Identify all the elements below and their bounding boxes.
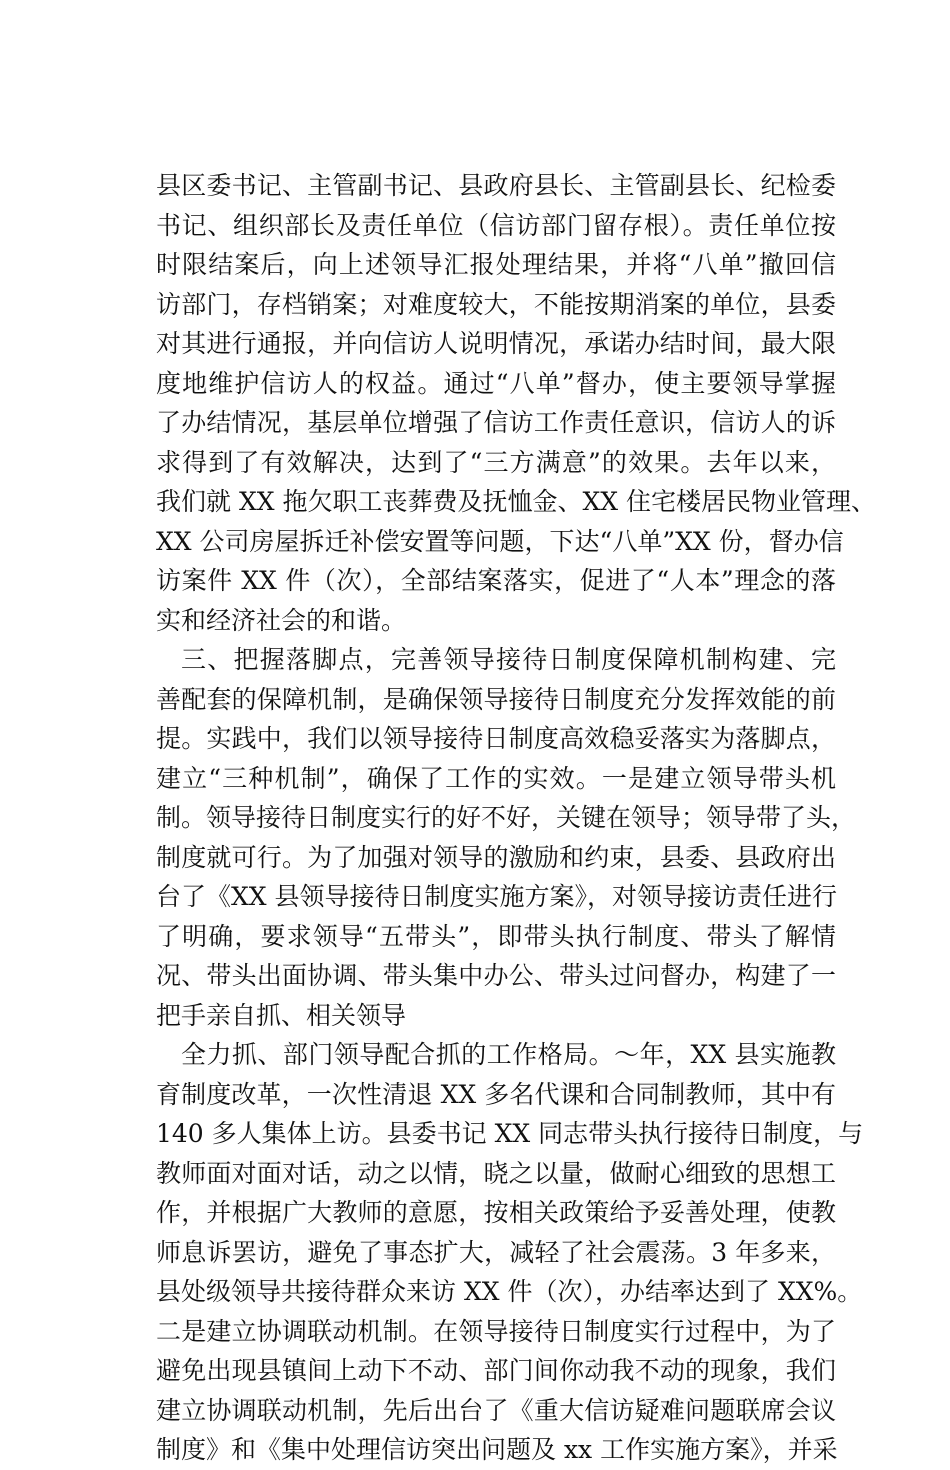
text-line: 书记、组织部长及责任单位（信访部门留存根）。责任单位按 bbox=[156, 210, 836, 240]
text-line: 教师面对面对话，动之以情，晓之以量，做耐心细致的思想工 bbox=[156, 1158, 836, 1188]
text-line: 避免出现县镇间上动下不动、部门间你动我不动的现象，我们 bbox=[156, 1356, 836, 1385]
text-line: 求得到了有效解决，达到了“三方满意”的效果。去年以来， bbox=[156, 447, 836, 477]
text-line: XX 公司房屋拆迁补偿安置等问题，下达“八单”XX 份，督办信 bbox=[156, 526, 844, 556]
text-line: 师息诉罢访，避免了事态扩大，减轻了社会震荡。3 年多来， bbox=[156, 1237, 836, 1267]
text-line: 我们就 XX 拖欠职工丧葬费及抚恤金、XX 住宅楼居民物业管理、 bbox=[156, 487, 877, 516]
text-line: 县区委书记、主管副书记、县政府县长、主管副县长、纪检委 bbox=[156, 171, 836, 200]
text-line: 台了《XX 县领导接待日制度实施方案》，对领导接访责任进行 bbox=[156, 882, 838, 911]
text-line: 了明确，要求领导“五带头”，即带头执行制度、带头了解情 bbox=[156, 921, 836, 951]
text-line: 县处级领导共接待群众来访 XX 件（次），办结率达到了 XX%。 bbox=[156, 1277, 863, 1306]
text-line: 育制度改革，一次性清退 XX 多名代课和合同制教师，其中有 bbox=[156, 1079, 836, 1109]
text-line: 善配套的保障机制，是确保领导接待日制度充分发挥效能的前 bbox=[156, 684, 836, 714]
paragraph-start-line: 三、把握落脚点，完善领导接待日制度保障机制构建、完 bbox=[181, 645, 836, 674]
text-line: 访部门，存档销案；对难度较大，不能按期消案的单位，县委 bbox=[156, 289, 836, 319]
paragraph-start-line: 全力抓、部门领导配合抓的工作格局。～年，XX 县实施教 bbox=[181, 1040, 836, 1069]
text-line: 况、带头出面协调、带头集中办公、带头过问督办，构建了一 bbox=[156, 961, 836, 990]
text-line: 140 多人集体上访。县委书记 XX 同志带头执行接待日制度，与 bbox=[156, 1119, 864, 1148]
text-line: 时限结案后，向上述领导汇报处理结果，并将“八单”撤回信 bbox=[156, 250, 836, 279]
text-line: 制度》和《集中处理信访突出问题及 xx 工作实施方案》，并采 bbox=[156, 1435, 838, 1464]
text-line: 提。实践中，我们以领导接待日制度高效稳妥落实为落脚点， bbox=[156, 724, 836, 753]
text-line: 制度就可行。为了加强对领导的激励和约束，县委、县政府出 bbox=[156, 842, 836, 872]
text-line: 作，并根据广大教师的意愿，按相关政策给予妥善处理，使教 bbox=[156, 1198, 836, 1227]
text-line: 建立“三种机制”，确保了工作的实效。一是建立领导带头机 bbox=[156, 763, 836, 793]
body-text bbox=[156, 166, 877, 1470]
text-line: 实和经济社会的和谐。 bbox=[156, 605, 407, 635]
text-line: 把手亲自抓、相关领导 bbox=[156, 1000, 407, 1030]
text-line: 访案件 XX 件（次），全部结案落实，促进了“人本”理念的落 bbox=[156, 566, 836, 595]
text-line: 制。领导接待日制度实行的好不好，关键在领导；领导带了头， bbox=[156, 803, 857, 832]
text-line: 度地维护信访人的权益。通过“八单”督办，使主要领导掌握 bbox=[156, 368, 836, 398]
text-line: 对其进行通报，并向信访人说明情况，承诺办结时间，最大限 bbox=[156, 329, 836, 358]
text-line: 了办结情况，基层单位增强了信访工作责任意识，信访人的诉 bbox=[156, 408, 836, 437]
text-line: 建立协调联动机制，先后出台了《重大信访疑难问题联席会议 bbox=[156, 1395, 836, 1425]
text-line: 二是建立协调联动机制。在领导接待日制度实行过程中，为了 bbox=[156, 1316, 836, 1346]
